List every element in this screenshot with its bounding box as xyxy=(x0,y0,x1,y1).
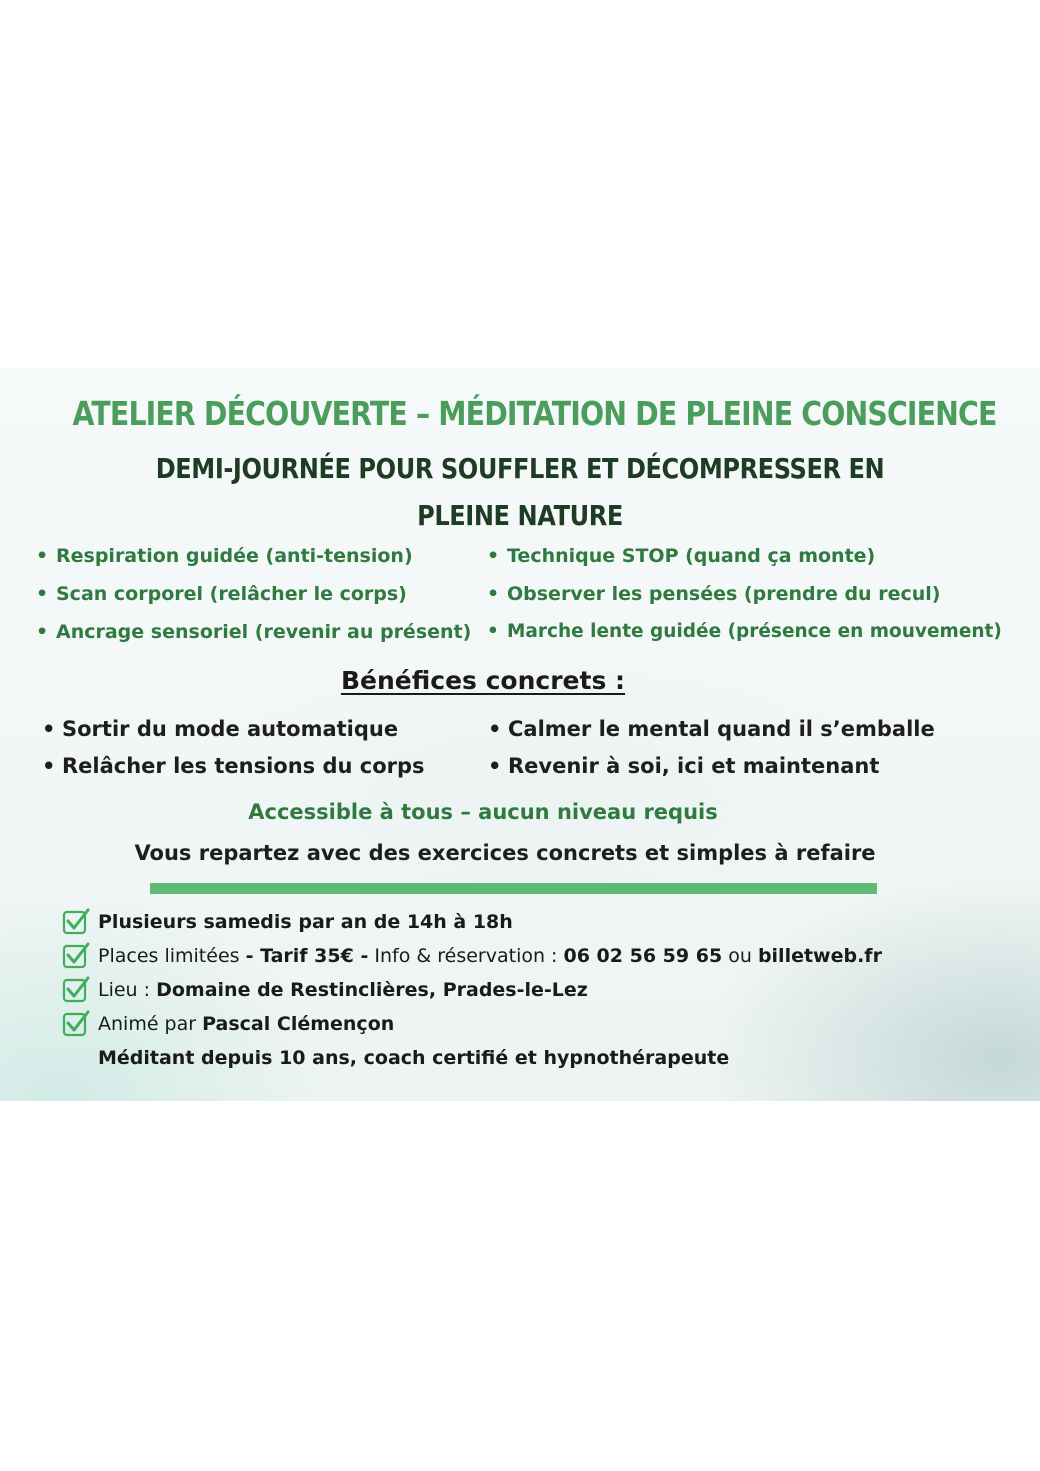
benefits-heading: Bénéfices concrets : xyxy=(340,666,626,695)
flyer-title: ATELIER DÉCOUVERTE – MÉDITATION DE PLEINE CONSCIENCE xyxy=(72,394,997,433)
takeaway-note: Vous repartez avec des exercices concrets et simples à refaire xyxy=(134,841,876,865)
benefit-item: • Revenir à soi, ici et maintenant xyxy=(488,754,880,778)
technique-item: • Technique STOP (quand ça monte) xyxy=(487,545,876,567)
bullet-dot: • xyxy=(487,621,499,642)
flyer-subtitle-line1: DEMI-JOURNÉE POUR SOUFFLER ET DÉCOMPRESSER EN xyxy=(155,452,885,485)
technique-item: • Ancrage sensoriel (revenir au présent) xyxy=(36,621,472,643)
accessible-note: Accessible à tous – aucun niveau requis xyxy=(248,800,718,824)
section-divider xyxy=(150,883,877,894)
bullet-dot: • xyxy=(36,545,49,567)
technique-item: • Scan corporel (relâcher le corps) xyxy=(36,583,407,605)
technique-item: • Observer les pensées (prendre du recul) xyxy=(487,583,941,605)
bullet-dot: • xyxy=(36,583,49,605)
benefit-item: • Relâcher les tensions du corps xyxy=(42,754,425,778)
flyer-subtitle-line2: PLEINE NATURE xyxy=(417,499,623,532)
technique-item: • Respiration guidée (anti-tension) xyxy=(36,545,413,567)
checkbox-checked-icon xyxy=(62,907,90,935)
website-link[interactable]: billetweb.fr xyxy=(757,945,882,967)
benefit-item: • Calmer le mental quand il s’emballe xyxy=(488,717,935,741)
bullet-dot: • xyxy=(42,754,56,778)
bullet-dot: • xyxy=(36,621,49,643)
bullet-dot: • xyxy=(487,583,500,605)
checkbox-checked-icon xyxy=(62,975,90,1003)
flyer: ATELIER DÉCOUVERTE – MÉDITATION DE PLEINE CONSCIENCE DEMI-JOURNÉE POUR SOUFFLER ET DÉCOMPRESSER EN PLEINE NATURE • Respiration guidée (anti-tension) • Scan corporel (relâcher le corps) • Ancrage sensoriel (revenir au présent) • Technique STOP (quand ça monte) • Observer les pensées (prendre du recul) • Marche lente guidée (présence en mouvement) Bénéfices concrets : • Sortir du mode automatique • Relâcher les tensions du corps • Calmer le mental quand il s’emballe • Revenir à soi, ici et maintenant Accessible à tous – aucun niveau requis Vous repartez avec des exercices concrets et simples à refaire Plusieurs samedis par an de 14h à 18h Places limitées - Tarif 35€ - Info & réservation : 06 02 56 59 65 ou billetweb.fr Lieu : Domaine de Restinclières, Prades-le-Lez Animé par Pascal Clémençon Méditant depuis 10 ans, coach certifié et hypnothérapeute xyxy=(0,368,1040,1101)
bullet-dot: • xyxy=(488,754,502,778)
checkbox-checked-icon xyxy=(62,941,90,969)
benefit-item: • Sortir du mode automatique xyxy=(42,717,399,741)
phone-number[interactable]: 06 02 56 59 65 xyxy=(563,945,723,967)
bullet-dot: • xyxy=(487,545,500,567)
checkbox-checked-icon xyxy=(62,1009,90,1037)
bullet-dot: • xyxy=(42,717,56,741)
bullet-dot: • xyxy=(488,717,502,741)
technique-item: • Marche lente guidée (présence en mouvement) xyxy=(487,621,1002,642)
